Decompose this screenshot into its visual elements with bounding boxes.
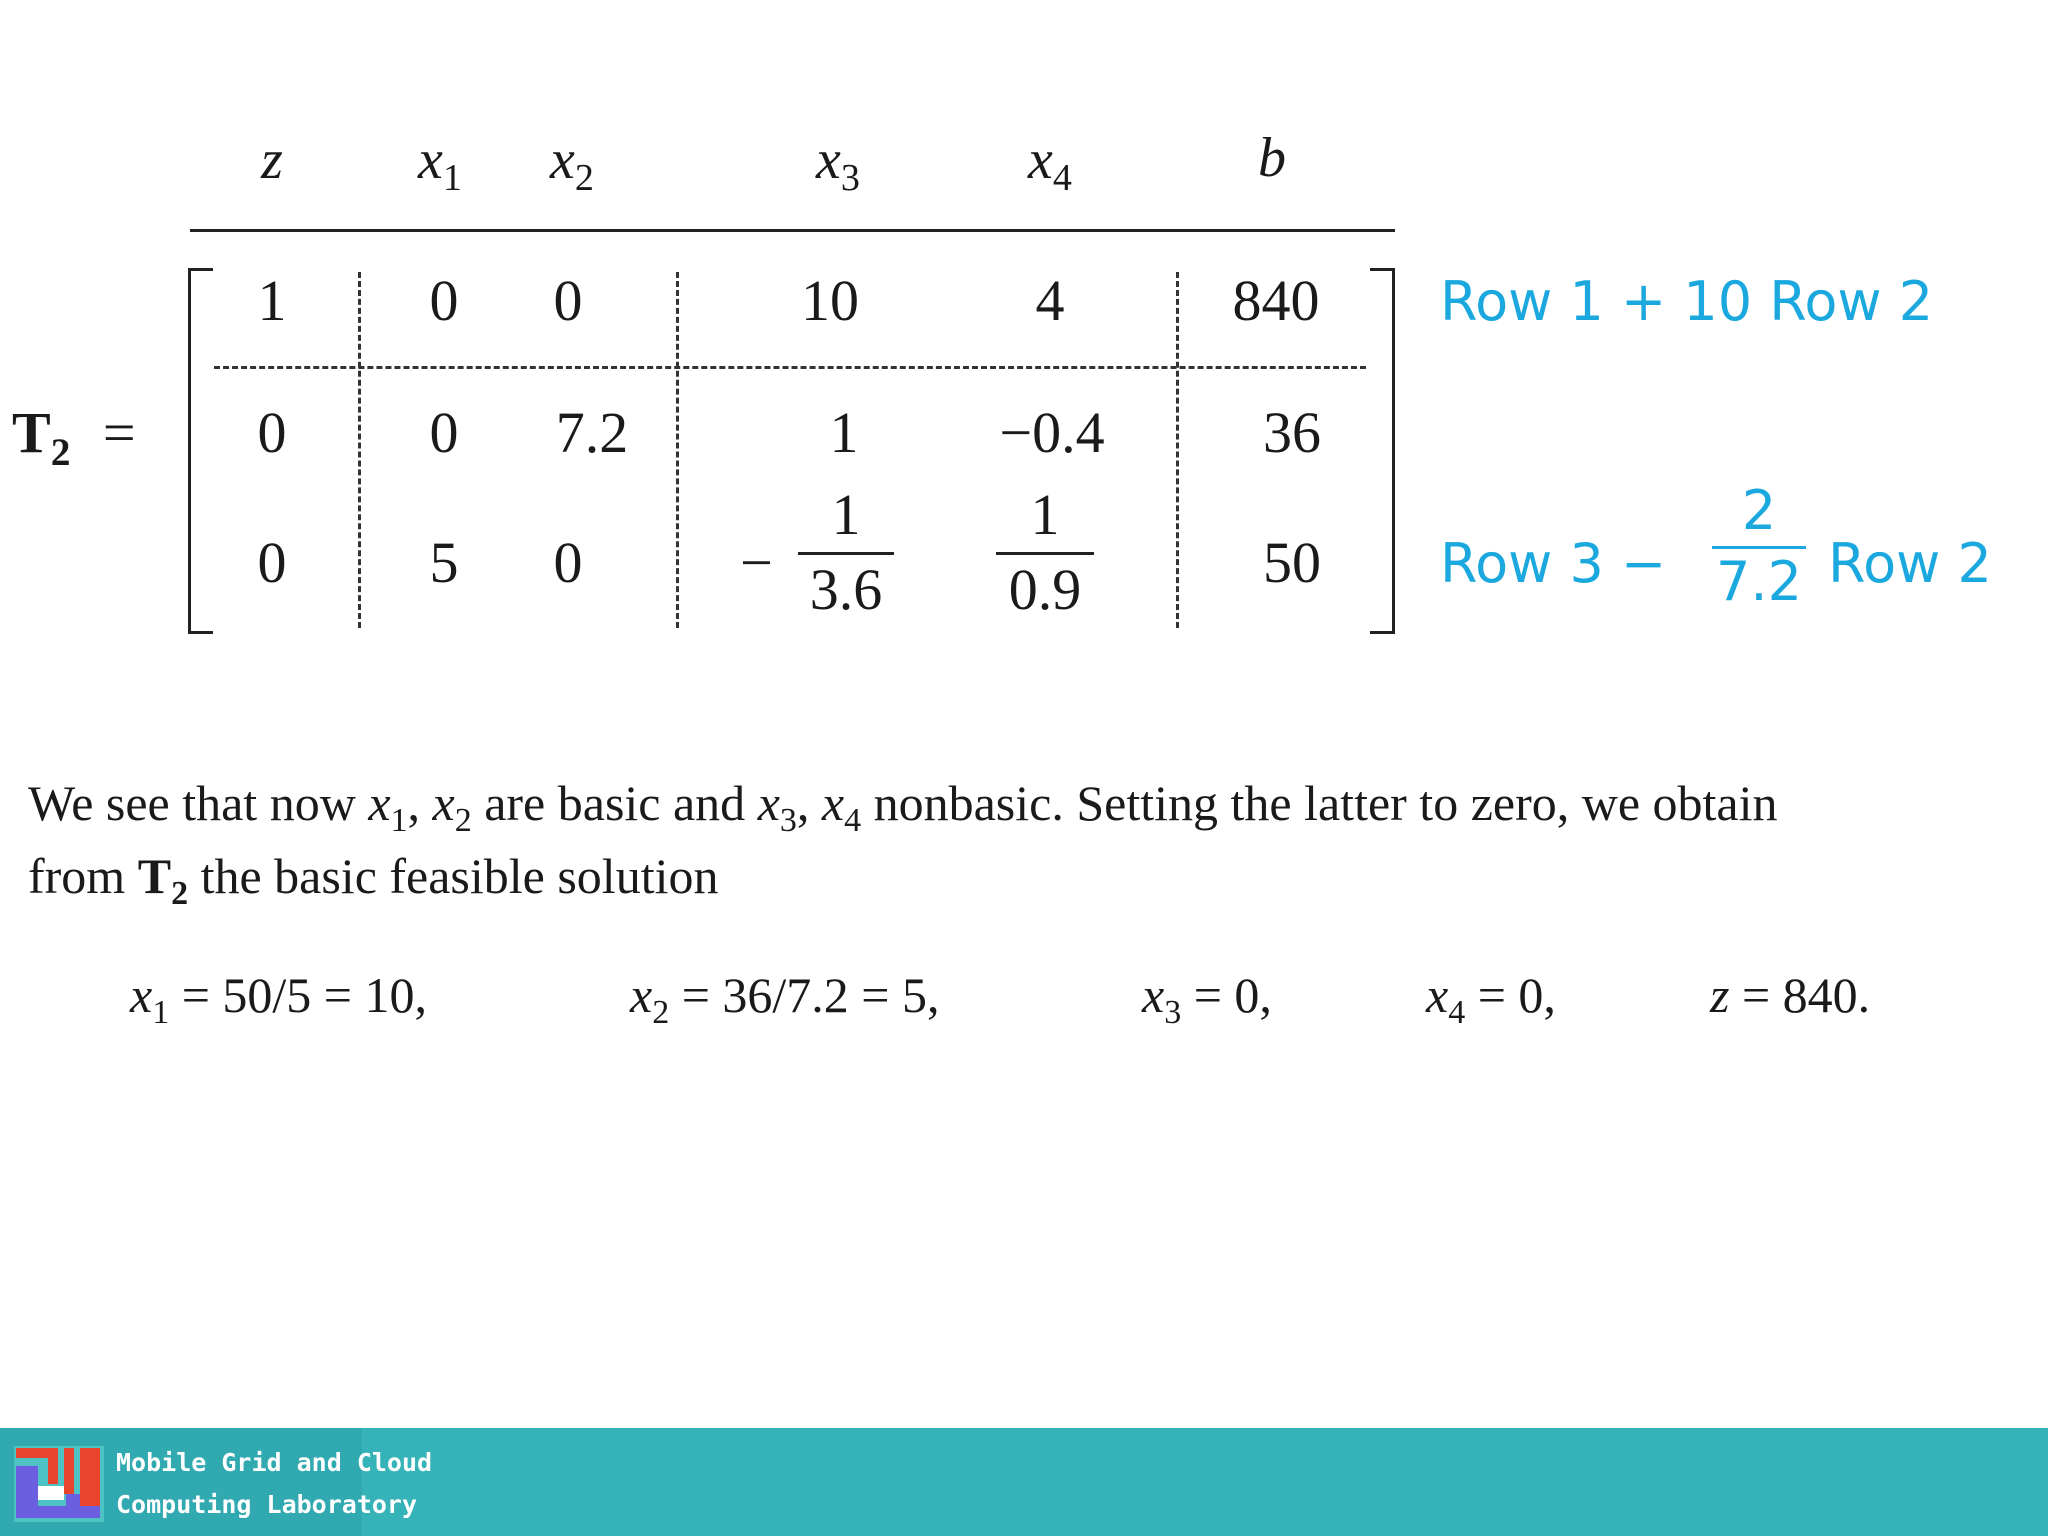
annotation-row3-left: Row 3 −: [1440, 532, 1667, 595]
header-z: z: [261, 129, 283, 191]
cell-r2-x4: −0.4: [999, 400, 1105, 465]
cell-r3-x4-fraction: 1 0.9: [996, 486, 1094, 619]
header-x4: $x_4$: [1028, 129, 1072, 200]
right-bracket: [1370, 268, 1395, 634]
annotation-row3-right: Row 2: [1828, 532, 1992, 595]
cell-r1-x3: 10: [801, 268, 859, 333]
cell-r2-b: 36: [1263, 400, 1321, 465]
header-rule: [190, 229, 1395, 232]
footer-lab-name-line-1: Mobile Grid and Cloud: [116, 1448, 433, 1477]
solution-x2: $x_2 = 36/7.2 = 5$,: [630, 967, 940, 1031]
cell-r1-z: 1: [257, 268, 287, 333]
cell-r3-x2: 0: [553, 530, 583, 595]
cell-r2-z: 0: [257, 400, 287, 465]
partition-row-line: [214, 366, 1366, 369]
cell-r3-b: 50: [1263, 530, 1321, 595]
solution-x1: $x_1 = 50/5 = 10$,: [130, 967, 427, 1031]
header-x3: $x_3$: [816, 129, 860, 200]
partition-line-1: [358, 272, 361, 628]
cell-r3-z: 0: [257, 530, 287, 595]
partition-line-3: [1176, 272, 1179, 628]
header-x2: $x_2$: [550, 129, 594, 200]
partition-line-2: [676, 272, 679, 628]
cell-r3-x1: 5: [429, 530, 459, 595]
annotation-row1: Row 1 + 10 Row 2: [1440, 270, 1934, 333]
paragraph-line-2: from $T_2$ the basic feasible solution: [28, 848, 719, 912]
cell-r2-x1: 0: [429, 400, 459, 465]
cell-r2-x2: 7.2: [555, 400, 629, 465]
explanation-paragraph: [28, 770, 2028, 916]
solution-x4: $x_4 = 0$,: [1426, 967, 1556, 1031]
header-b: b: [1258, 127, 1286, 189]
cell-r2-x3: 1: [829, 400, 859, 465]
cell-r3-x3-sign: −: [740, 530, 773, 595]
paragraph-line-1: We see that now $x_1$, $x_2$ are basic and $x_3$, $x_4$ nonbasic. Setting the latter to zero, we obtain: [28, 775, 1778, 839]
cell-r1-b: 840: [1232, 268, 1320, 333]
left-bracket: [188, 268, 213, 634]
header-x1: $x_1$: [418, 129, 462, 200]
cell-r1-x2: 0: [553, 268, 583, 333]
solution-z: z = 840.: [1710, 967, 1871, 1023]
matrix-label: $T_2$ =: [12, 400, 136, 474]
cell-r1-x1: 0: [429, 268, 459, 333]
lab-logo-icon: [14, 1446, 104, 1522]
cell-r3-x3-fraction: 1 3.6: [798, 486, 894, 619]
cell-r1-x4: 4: [1035, 268, 1065, 333]
solution-x3: $x_3 = 0$,: [1142, 967, 1272, 1031]
footer-lab-name-line-2: Computing Laboratory: [116, 1490, 418, 1519]
annotation-row3-fraction: 2 7.2: [1712, 484, 1806, 609]
